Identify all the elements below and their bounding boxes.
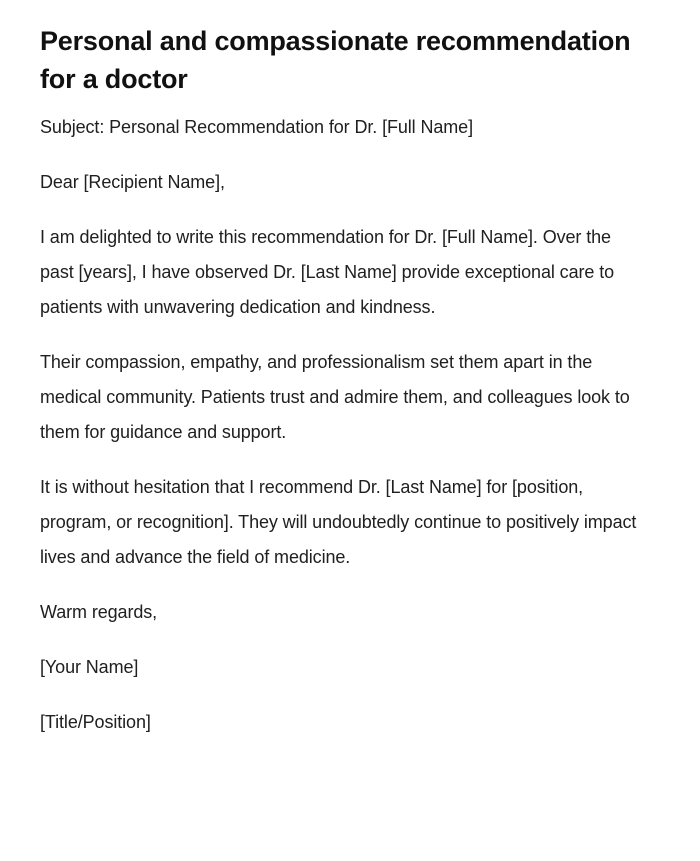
paragraph-qualities: Their compassion, empathy, and professionalism set them apart in the medical community. Patients trust and admire them, and colleagues look to them for guidance and support.: [40, 352, 630, 442]
paragraph-intro: I am delighted to write this recommendation for Dr. [Full Name]. Over the past [years], I have observed Dr. [Last Name] provide exceptional care to patients with unwavering dedication and kindness.: [40, 227, 615, 317]
paragraph-signer-title: [Title/Position]: [40, 712, 151, 732]
paragraph-subject: Subject: Personal Recommendation for Dr. [Full Name]: [40, 117, 473, 137]
page-title: Personal and compassionate recommendation for a doctor: [40, 26, 631, 94]
paragraph-closing: Warm regards,: [40, 602, 158, 622]
paragraph-endorsement: It is without hesitation that I recommend Dr. [Last Name] for [position, program, or recognition]. They will undoubtedly continue to positively impact lives and advance the field of medicine.: [40, 477, 637, 567]
paragraph-signer-name: [Your Name]: [40, 657, 139, 677]
paragraph-salutation: Dear [Recipient Name],: [40, 172, 225, 192]
document-body: [40, 110, 640, 740]
